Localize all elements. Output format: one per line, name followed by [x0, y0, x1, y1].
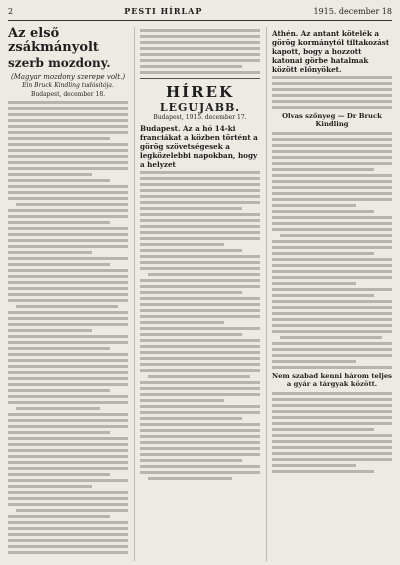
- text-line: [8, 299, 128, 302]
- text-line: [8, 419, 128, 422]
- text-line: [272, 422, 392, 425]
- text-line: [140, 201, 260, 204]
- text-line: [8, 329, 92, 332]
- legujabb-dateline: Budapest, 1915. december 17.: [153, 114, 247, 121]
- section-title-legujabb: LEGUJABB.: [159, 101, 241, 114]
- left-column: [8, 27, 128, 561]
- text-line: [8, 473, 110, 476]
- text-line: [8, 143, 128, 146]
- text-line: [272, 282, 356, 285]
- text-line: [8, 497, 128, 500]
- text-line: [8, 263, 110, 266]
- text-line: [140, 53, 260, 56]
- text-line: [140, 195, 260, 198]
- text-line: [140, 453, 260, 456]
- text-line: [272, 94, 392, 97]
- text-line: [272, 252, 374, 255]
- text-line: [272, 192, 392, 195]
- text-line: [8, 389, 110, 392]
- text-line: [140, 363, 260, 366]
- text-line: [16, 305, 118, 308]
- text-line: [272, 132, 392, 135]
- text-line: [8, 233, 128, 236]
- article-caption: Ein Bruck Kindling tudósítója.: [22, 81, 114, 89]
- right-subhead: Olvas szőnyeg — Dr Bruck Kindling: [282, 112, 382, 129]
- text-line: [272, 288, 392, 291]
- text-line: [272, 470, 374, 473]
- text-line: [140, 393, 260, 396]
- divider: [140, 78, 260, 79]
- text-line: [8, 527, 128, 530]
- text-line: [140, 369, 260, 372]
- text-line: [272, 276, 392, 279]
- text-line: [140, 357, 260, 360]
- text-line: [272, 198, 392, 201]
- text-line: [140, 255, 260, 258]
- text-line: [140, 417, 242, 420]
- text-line: [140, 411, 260, 414]
- right-column: [266, 27, 392, 561]
- text-line: [272, 440, 392, 443]
- text-line: [272, 392, 392, 395]
- text-line: [140, 261, 260, 264]
- text-line: [8, 431, 110, 434]
- text-line: [8, 311, 128, 314]
- text-line: [140, 219, 260, 222]
- text-line: [272, 434, 392, 437]
- text-line: [8, 125, 128, 128]
- text-line: [8, 347, 110, 350]
- text-line: [8, 335, 128, 338]
- text-line: [8, 269, 128, 272]
- text-line: [8, 359, 128, 362]
- text-line: [272, 306, 392, 309]
- text-line: [148, 273, 260, 276]
- text-line: [140, 321, 224, 324]
- text-line: [272, 312, 392, 315]
- text-line: [272, 428, 374, 431]
- text-line: [140, 315, 260, 318]
- text-line: [140, 189, 260, 192]
- text-line: [272, 204, 356, 207]
- text-line: [272, 452, 392, 455]
- text-line: [8, 287, 128, 290]
- text-line: [272, 294, 374, 297]
- text-line: [8, 461, 128, 464]
- text-line: [272, 106, 392, 109]
- text-line: [140, 285, 260, 288]
- text-line: [8, 155, 128, 158]
- text-line: [140, 297, 260, 300]
- text-line: [272, 162, 392, 165]
- center-column: [134, 27, 260, 561]
- right-lead: Athén. Az antant kötelék a görög kormánytól tiltakozást kapott, bogy a hozzott katonai görbe hatalmak között előnyöket.: [272, 29, 390, 74]
- text-line: [272, 410, 392, 413]
- text-line: [140, 213, 260, 216]
- text-line: [280, 234, 392, 237]
- text-line: [140, 243, 224, 246]
- text-line: [272, 270, 392, 273]
- text-line: [140, 35, 260, 38]
- text-line: [272, 404, 392, 407]
- text-line: [8, 413, 128, 416]
- text-line: [272, 144, 392, 147]
- text-line: [272, 258, 392, 261]
- text-line: [8, 437, 128, 440]
- text-line: [272, 168, 374, 171]
- text-line: [272, 324, 392, 327]
- text-line: [140, 237, 260, 240]
- text-line: [140, 279, 260, 282]
- text-line: [140, 381, 260, 384]
- text-line: [16, 509, 128, 512]
- text-line: [272, 354, 392, 357]
- text-line: [8, 131, 128, 134]
- text-line: [272, 446, 392, 449]
- text-line: [140, 345, 260, 348]
- text-line: [272, 240, 392, 243]
- text-line: [8, 107, 128, 110]
- text-line: [140, 65, 242, 68]
- issue-date: 1915. december 18: [313, 7, 392, 16]
- text-line: [140, 183, 260, 186]
- center-body: [140, 171, 260, 480]
- text-line: [140, 177, 260, 180]
- text-line: [8, 179, 110, 182]
- text-line: [140, 291, 242, 294]
- right-top-body: [272, 76, 392, 109]
- text-line: [8, 119, 128, 122]
- text-line: [272, 366, 392, 369]
- section-title-hirek: HÍREK: [165, 83, 235, 101]
- text-line: [8, 401, 128, 404]
- text-line: [8, 545, 128, 548]
- text-line: [140, 309, 260, 312]
- text-line: [8, 377, 128, 380]
- right-body: [272, 132, 392, 369]
- text-line: [272, 186, 392, 189]
- text-line: [148, 477, 232, 480]
- text-line: [140, 429, 260, 432]
- text-line: [272, 464, 356, 467]
- text-line: [140, 471, 260, 474]
- page-number: 2: [8, 7, 14, 16]
- text-line: [272, 348, 392, 351]
- text-line: [272, 210, 374, 213]
- text-line: [8, 197, 128, 200]
- text-line: [16, 407, 100, 410]
- page-header: [8, 6, 392, 21]
- text-line: [272, 342, 392, 345]
- text-line: [8, 293, 128, 296]
- text-line: [8, 467, 128, 470]
- text-line: [8, 485, 92, 488]
- article-body: [8, 101, 128, 554]
- text-line: [8, 323, 128, 326]
- text-line: [8, 503, 128, 506]
- text-line: [272, 330, 392, 333]
- text-line: [272, 228, 392, 231]
- text-line: [140, 249, 242, 252]
- text-line: [272, 398, 392, 401]
- text-line: [140, 465, 260, 468]
- text-line: [8, 191, 128, 194]
- text-line: [8, 515, 110, 518]
- text-line: [8, 167, 128, 170]
- text-line: [8, 221, 110, 224]
- text-line: [8, 137, 110, 140]
- text-line: [8, 215, 128, 218]
- text-line: [140, 447, 260, 450]
- text-line: [148, 375, 250, 378]
- text-line: [140, 71, 260, 74]
- text-line: [272, 222, 392, 225]
- text-line: [8, 149, 128, 152]
- text-line: [280, 336, 382, 339]
- text-line: [272, 138, 392, 141]
- text-line: [8, 245, 128, 248]
- text-line: [272, 76, 392, 79]
- text-line: [140, 207, 242, 210]
- text-line: [8, 353, 128, 356]
- text-line: [272, 88, 392, 91]
- text-line: [140, 405, 260, 408]
- article-subtitle: (Magyar mozdony szerepe volt.): [10, 72, 126, 81]
- text-line: [272, 216, 392, 219]
- text-line: [140, 41, 260, 44]
- text-line: [8, 257, 128, 260]
- text-line: [8, 533, 128, 536]
- text-line: [140, 423, 260, 426]
- text-line: [272, 100, 392, 103]
- text-line: [272, 82, 392, 85]
- text-line: [8, 491, 128, 494]
- text-line: [272, 180, 392, 183]
- text-line: [8, 317, 128, 320]
- text-line: [8, 539, 128, 542]
- text-line: [8, 551, 128, 554]
- text-line: [8, 479, 128, 482]
- text-line: [140, 327, 260, 330]
- text-line: [272, 360, 356, 363]
- text-line: [8, 371, 128, 374]
- text-line: [8, 395, 128, 398]
- masthead: PESTI HÍRLAP: [124, 6, 203, 16]
- text-line: [140, 387, 260, 390]
- text-line: [140, 225, 260, 228]
- column-layout: [8, 27, 392, 561]
- text-line: [140, 171, 260, 174]
- text-line: [140, 231, 260, 234]
- text-line: [8, 425, 128, 428]
- text-line: [140, 267, 260, 270]
- text-line: [272, 416, 392, 419]
- text-line: [8, 275, 128, 278]
- text-line: [272, 458, 392, 461]
- text-line: [8, 209, 128, 212]
- text-line: [140, 29, 260, 32]
- text-line: [8, 455, 128, 458]
- article-title-line1: Az első zsákmányolt: [8, 27, 99, 56]
- text-line: [272, 300, 392, 303]
- text-line: [140, 459, 242, 462]
- text-line: [140, 59, 260, 62]
- text-line: [140, 333, 242, 336]
- text-line: [140, 351, 260, 354]
- text-line: [8, 161, 128, 164]
- text-line: [8, 101, 128, 104]
- text-line: [8, 281, 128, 284]
- text-line: [8, 521, 128, 524]
- budapest-lead: Budapest. Az a hó 14-ki franciákat a közben történt a görög szövetségesek a legközelebbi napokban, hogy a helyzet: [140, 124, 258, 169]
- text-line: [140, 441, 260, 444]
- text-line: [8, 239, 128, 242]
- text-line: [140, 339, 260, 342]
- text-line: [272, 150, 392, 153]
- text-line: [8, 383, 128, 386]
- text-line: [8, 443, 128, 446]
- article-dateline: Budapest, december 18.: [30, 90, 106, 98]
- text-line: [140, 303, 260, 306]
- text-line: [272, 156, 392, 159]
- text-line: [8, 227, 128, 230]
- right-bottom-body: [272, 392, 392, 473]
- text-line: [8, 173, 92, 176]
- text-line: [8, 341, 128, 344]
- text-line: [140, 435, 260, 438]
- text-line: [8, 251, 92, 254]
- text-line: [272, 318, 392, 321]
- text-line: [140, 47, 260, 50]
- center-top-body: [140, 29, 260, 74]
- text-line: [272, 246, 392, 249]
- right-bottom-lead: Nem szabad kenni három teljes a gyár a tárgyak között.: [272, 371, 392, 389]
- text-line: [8, 185, 128, 188]
- text-line: [8, 113, 128, 116]
- article-title-line2: szerb mozdony.: [8, 55, 111, 70]
- text-line: [140, 399, 224, 402]
- text-line: [16, 203, 128, 206]
- text-line: [8, 365, 128, 368]
- text-line: [8, 449, 128, 452]
- text-line: [272, 264, 392, 267]
- text-line: [272, 174, 392, 177]
